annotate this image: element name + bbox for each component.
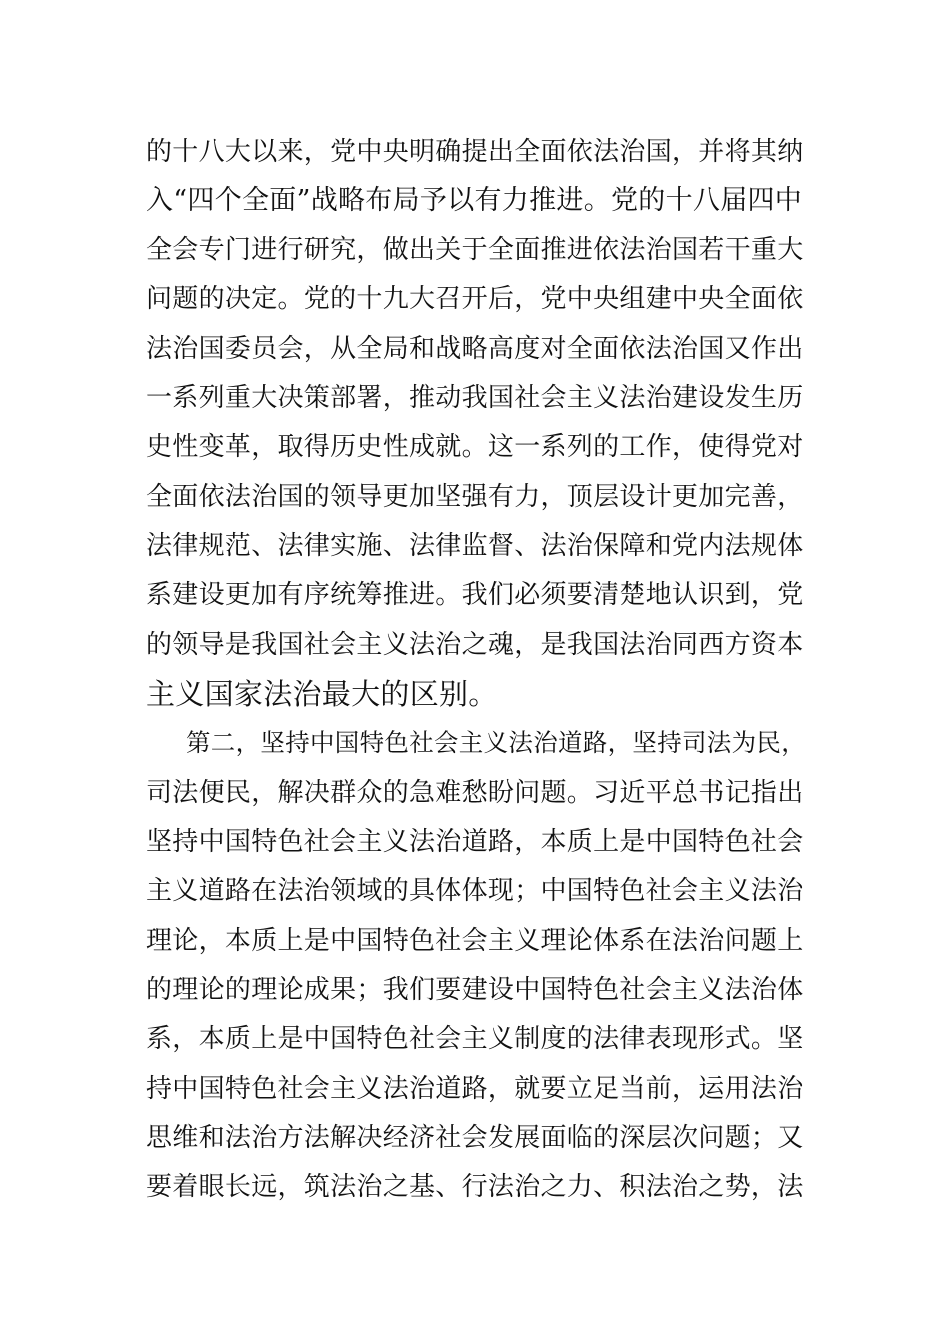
- text-line: 入“四个全面”战略布局予以有力推进。党的十八届四中: [146, 185, 803, 216]
- text-line: 的十八大以来，党中央明确提出全面依法治国，并将其纳: [146, 137, 804, 167]
- text-line: 系建设更加有序统筹推进。我们必须要清楚地认识到，党: [146, 580, 804, 610]
- text-line: 司法便民，解决群众的急难愁盼问题。习近平总书记指出: [146, 778, 804, 808]
- text-line: 法治国委员会，从全局和战略高度对全面依法治国又作出: [146, 334, 804, 364]
- text-line: 持中国特色社会主义法治道路，就要立足当前，运用法治: [146, 1074, 804, 1104]
- text-line: 全会专门进行研究，做出关于全面推进依法治国若干重大: [146, 235, 804, 265]
- paragraph-first-line: 第二，坚持中国特色社会主义法治道路，坚持司法为民，: [186, 728, 806, 757]
- text-line: 法律规范、法律实施、法律监督、法治保障和党内法规体: [146, 531, 804, 561]
- text-line: 的领导是我国社会主义法治之魂，是我国法治同西方资本: [146, 630, 804, 660]
- text-line: 一系列重大决策部署，推动我国社会主义法治建设发生历: [146, 383, 804, 413]
- text-line: 史性变革，取得历史性成就。这一系列的工作，使得党对: [146, 432, 804, 462]
- text-line: 坚持中国特色社会主义法治道路，本质上是中国特色社会: [146, 827, 804, 857]
- text-line: 系，本质上是中国特色社会主义制度的法律表现形式。坚: [146, 1024, 804, 1054]
- text-line: 全面依法治国的领导更加坚强有力，顶层设计更加完善，: [146, 482, 804, 512]
- text-line: 问题的决定。党的十九大召开后，党中央组建中央全面依: [146, 284, 804, 314]
- text-line: 的理论的理论成果；我们要建设中国特色社会主义法治体: [146, 975, 804, 1005]
- text-line: 理论，本质上是中国特色社会主义理论体系在法治问题上: [146, 926, 804, 956]
- text-line: 主义国家法治最大的区别。: [146, 677, 498, 711]
- text-line: 思维和法治方法解决经济社会发展面临的深层次问题；又: [146, 1123, 804, 1153]
- text-line: 主义道路在法治领域的具体体现；中国特色社会主义法治: [146, 876, 804, 906]
- text-line: 要着眼长远，筑法治之基、行法治之力、积法治之势，法: [146, 1172, 804, 1202]
